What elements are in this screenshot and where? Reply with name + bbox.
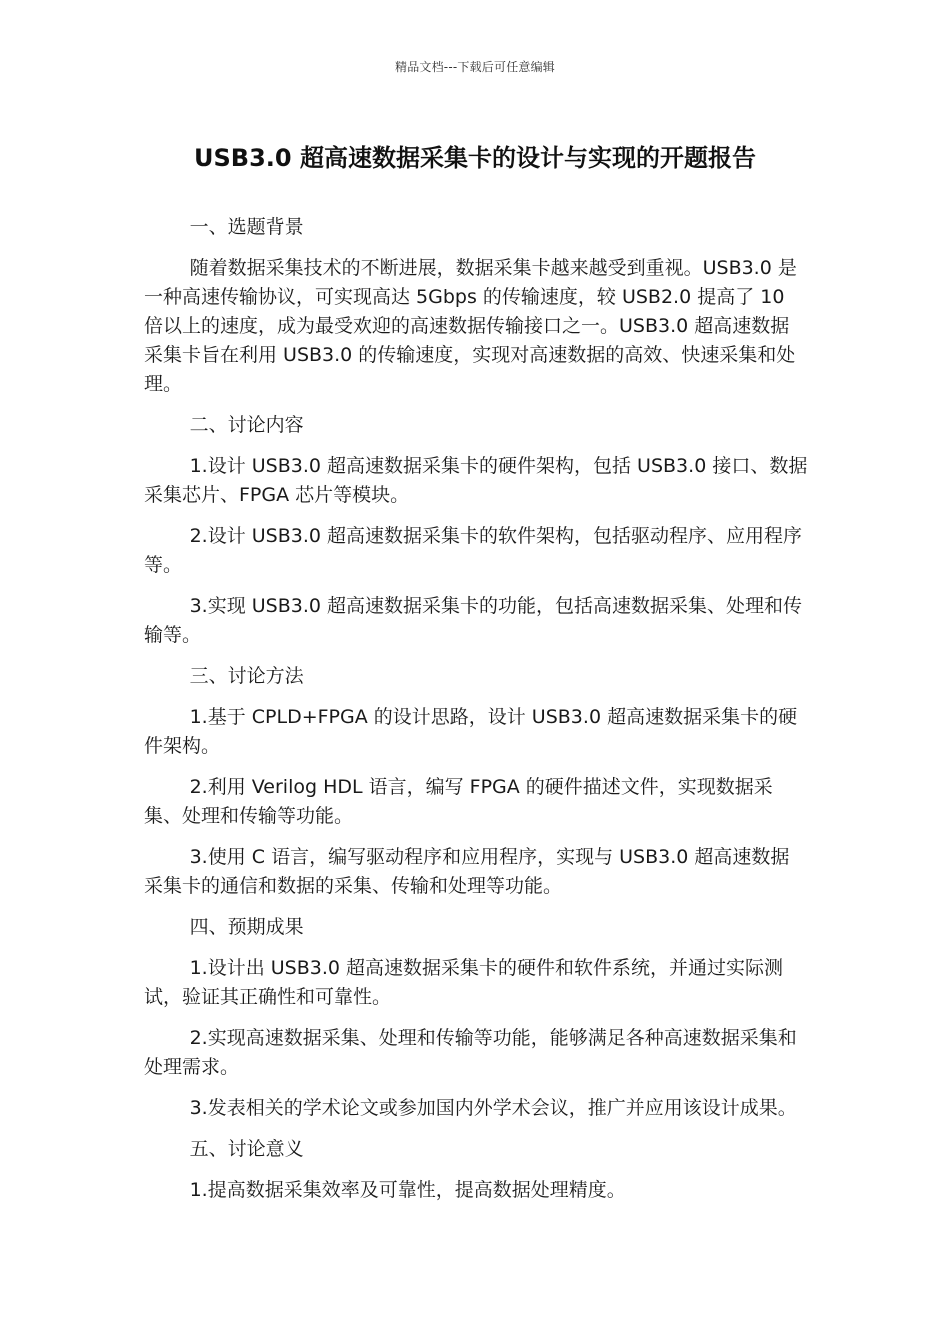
list-item: 1.基于 CPLD+FPGA 的设计思路，设计 USB3.0 超高速数据采集卡的硬件架构。 — [144, 706, 798, 757]
section-heading: 三、讨论方法 — [189, 665, 304, 687]
section-heading: 一、选题背景 — [189, 216, 304, 238]
list-item: 2.设计 USB3.0 超高速数据采集卡的软件架构，包括驱动程序、应用程序等。 — [144, 525, 803, 576]
section-heading: 五、讨论意义 — [189, 1138, 304, 1160]
list-item: 1.提高数据采集效率及可靠性，提高数据处理精度。 — [189, 1179, 626, 1201]
list-item: 3.实现 USB3.0 超高速数据采集卡的功能，包括高速数据采集、处理和传输等。 — [144, 595, 803, 646]
body-paragraph: 随着数据采集技术的不断进展，数据采集卡越来越受到重视。USB3.0 是一种高速传输协议，可实现高达 5Gbps 的传输速度，较 USB2.0 提高了 10 倍以上的速度，成为最受欢迎的高速数据传输接口之一。USB3.0 超高速数据采集卡旨在利用 USB3.0 的传输速度，实现对高速数据的高效、快速采集和处理。 — [144, 257, 797, 395]
header-note: 精品文档---下载后可任意编辑 — [395, 60, 555, 74]
list-item: 2.实现高速数据采集、处理和传输等功能，能够满足各种高速数据采集和处理需求。 — [144, 1027, 797, 1078]
section-heading: 四、预期成果 — [189, 916, 304, 938]
list-item: 3.发表相关的学术论文或参加国内外学术会议，推广并应用该设计成果。 — [189, 1097, 797, 1119]
list-item: 2.利用 Verilog HDL 语言，编写 FPGA 的硬件描述文件，实现数据采集、处理和传输等功能。 — [144, 776, 773, 827]
list-item: 1.设计出 USB3.0 超高速数据采集卡的硬件和软件系统，并通过实际测试，验证其正确性和可靠性。 — [144, 957, 784, 1008]
list-item: 3.使用 C 语言，编写驱动程序和应用程序，实现与 USB3.0 超高速数据采集卡的通信和数据的采集、传输和处理等功能。 — [144, 846, 790, 897]
document-title: USB3.0 超高速数据采集卡的设计与实现的开题报告 — [194, 144, 756, 172]
list-item: 1.设计 USB3.0 超高速数据采集卡的硬件架构，包括 USB3.0 接口、数据采集芯片、FPGA 芯片等模块。 — [144, 455, 808, 506]
section-heading: 二、讨论内容 — [189, 414, 304, 436]
document-body — [144, 213, 808, 1217]
